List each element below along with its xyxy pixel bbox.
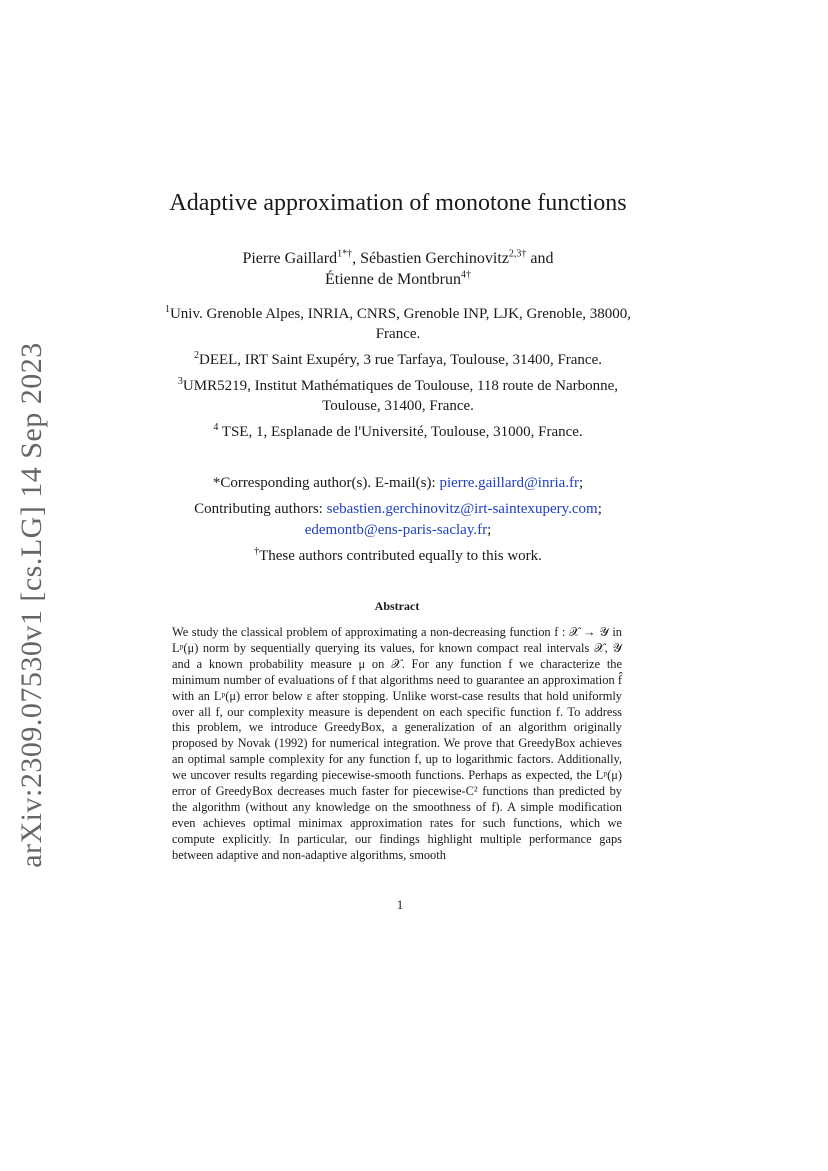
- corresponding-prefix: *Corresponding author(s). E-mail(s):: [212, 475, 440, 491]
- abstract-body: [172, 625, 622, 864]
- page-number: 1: [396, 897, 404, 912]
- contact-block: [150, 473, 646, 572]
- corresponding-suffix: ;: [579, 475, 584, 491]
- affiliation-list: [150, 304, 646, 448]
- abstract-heading: Abstract: [374, 599, 420, 613]
- contributing-suffix: ;: [487, 522, 492, 538]
- author-line-2: [150, 269, 646, 290]
- affiliation-mark: 2: [193, 350, 199, 361]
- author-name: Sébastien Gerchinovitz: [360, 250, 509, 267]
- affiliation-mark: 3: [177, 376, 183, 387]
- author-line-1: [150, 248, 646, 269]
- affiliation-text: UMR5219, Institut Mathématiques de Toulouse, 118 route de Narbonne, Toulouse, 31400, France.: [182, 378, 619, 414]
- author-name: Pierre Gaillard: [242, 250, 338, 267]
- author-separator: ,: [352, 250, 361, 267]
- affiliation: [150, 304, 646, 344]
- author-marks: 2,3†: [508, 248, 527, 260]
- affiliation: [150, 422, 646, 442]
- affiliation-mark: 1: [164, 304, 170, 315]
- contributing-authors-line: [150, 499, 646, 541]
- author-list: [150, 248, 646, 290]
- equal-contribution-mark: †: [254, 546, 260, 557]
- affiliation: [150, 376, 646, 416]
- author-conjunction: and: [526, 250, 554, 267]
- corresponding-email-link[interactable]: pierre.gaillard@inria.fr: [439, 475, 580, 491]
- affiliation: [150, 350, 646, 370]
- affiliation-text: TSE, 1, Esplanade de l'Université, Toulouse, 31000, France.: [218, 424, 583, 440]
- affiliation-mark: 4: [213, 422, 219, 433]
- contributing-separator: ;: [597, 501, 602, 517]
- author-marks: 1*†: [337, 248, 353, 260]
- contributing-email-link[interactable]: sebastien.gerchinovitz@irt-saintexupery.com: [326, 501, 598, 517]
- author-marks: 4†: [460, 269, 471, 281]
- author-name: Étienne de Montbrun: [325, 271, 461, 288]
- equal-contribution-note: [150, 546, 646, 567]
- corresponding-author-line: [150, 473, 646, 494]
- affiliation-text: Univ. Grenoble Alpes, INRIA, CNRS, Grenoble INP, LJK, Grenoble, 38000, France.: [169, 306, 632, 342]
- contributing-prefix: Contributing authors:: [194, 501, 327, 517]
- arxiv-identifier: arXiv:2309.07530v1 [cs.LG] 14 Sep 2023: [15, 342, 48, 868]
- equal-contribution-text: These authors contributed equally to this work.: [259, 548, 542, 564]
- abstract-paragraph: We study the classical problem of approximating a non-decreasing function f : 𝒳 → 𝒴 in Lᵖ(μ) norm by sequentially querying its values, for known compact real intervals 𝒳, 𝒴 and a known probability measure μ on 𝒳. For any function f we characterize the minimum number of evaluations of f that algorithms need to guarantee an approximation f̂ with an Lᵖ(μ) error below ε after stopping. Unlike worst-case results that hold uniformly over all f, our complexity measure is dependent on each specific function f. To address this problem, we introduce GreedyBox, a generalization of an algorithm originally proposed by Novak (1992) for numerical integration. We prove that GreedyBox achieves an optimal sample complexity for any function f, up to logarithmic factors. Additionally, we uncover results regarding piecewise-smooth functions. Perhaps as expected, the Lᵖ(μ) error of GreedyBox decreases much faster for piecewise-C² functions than predicted by the algorithm (without any knowledge on the smoothness of f). A simple modification even achieves optimal minimax approximation rates for such functions, which we compute explicitly. In particular, our findings highlight multiple performance gaps between adaptive and non-adaptive algorithms, smooth: [172, 625, 622, 862]
- contributing-email-link[interactable]: edemontb@ens-paris-saclay.fr: [304, 522, 488, 538]
- affiliation-text: DEEL, IRT Saint Exupéry, 3 rue Tarfaya, Toulouse, 31400, France.: [198, 352, 602, 368]
- paper-title: Adaptive approximation of monotone functions: [169, 190, 627, 216]
